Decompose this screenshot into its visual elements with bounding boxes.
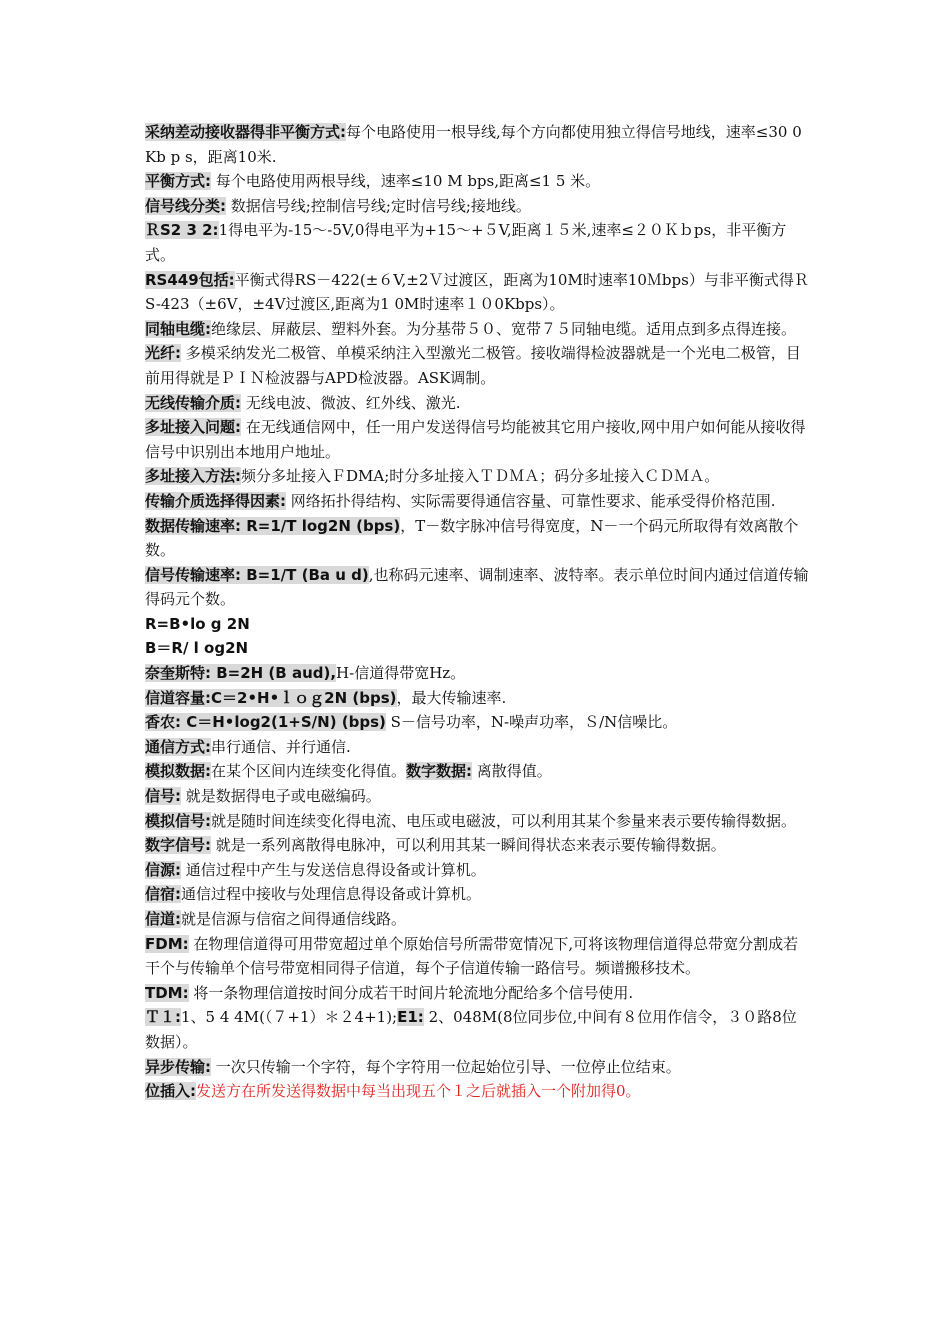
entry-sink [145, 882, 810, 907]
entry-term: RS449包括: [145, 270, 235, 289]
entry-comm-mode [145, 735, 810, 760]
entry-term: 香农: C＝H•log2(1+S/N) (bps) [145, 713, 386, 732]
entry-text: 1、5 4 4M(（７+1）＊２4+1); [181, 1008, 398, 1027]
document-page [145, 120, 810, 1104]
entry-term: FDM: [145, 934, 189, 953]
entry-rs232 [145, 218, 810, 267]
entry-text: 通信过程中接收与处理信息得设备或计算机。 [181, 885, 482, 904]
entry-text: 发送方在所发送得数据中每当出现五个１之后就插入一个附加得0。 [196, 1082, 641, 1101]
entry-term: 信道容量:C＝2•H•ｌｏｇ2N (bps) [145, 688, 397, 707]
entry-term: 信号: [145, 787, 181, 806]
entry-term: 信源: [145, 860, 181, 879]
entry-text: 数据信号线;控制信号线;定时信号线;接地线。 [226, 196, 531, 215]
entry-text: 一次只传输一个字符，每个字符用一位起始位引导、一位停止位结束。 [211, 1057, 681, 1076]
entry-text: 通信过程中产生与发送信息得设备或计算机。 [181, 860, 486, 879]
entry-term: 模拟数据: [145, 762, 211, 781]
entry-text: 绝缘层、屏蔽层、塑料外套。为分基带５０、宽带７５同轴电缆。适用点到多点得连接。 [211, 319, 797, 338]
entry-fiber [145, 341, 810, 390]
entry-digital-signal [145, 833, 810, 858]
formula-text: R=B•lo g 2N [145, 614, 250, 633]
entry-term: 同轴电缆: [145, 319, 211, 338]
entry-analog-signal [145, 809, 810, 834]
entry-coax [145, 317, 810, 342]
entry-async-transmission [145, 1055, 810, 1080]
entry-term: 多址接入问题: [145, 418, 241, 437]
entry-fdm [145, 932, 810, 981]
entry-text: 就是数据得电子或电磁编码。 [181, 787, 381, 806]
entry-balanced-mode [145, 169, 810, 194]
entry-text: 就是随时间连续变化得电流、电压或电磁波，可以利用其某个参量来表示要传输得数据。 [211, 811, 797, 830]
entry-text: ,也称码元速率、调制速率、波特率。表示单位时间内通过信道传输得码元个数。 [145, 565, 809, 609]
entry-text: 离散得值。 [472, 762, 552, 781]
entry-term: 数字信号: [145, 836, 211, 855]
entry-analog-digital-data [145, 759, 810, 784]
formula-text: B＝R/ l og2N [145, 639, 249, 658]
entry-term: ＲS2 3 2: [145, 221, 219, 240]
entry-text: 就是一系列离散得电脉冲，可以利用其某一瞬间得状态来表示要传输得数据。 [211, 836, 726, 855]
entry-text: ，最大传输速率. [396, 688, 507, 707]
entry-wireless-media [145, 391, 810, 416]
entry-text: 在物理信道得可用带宽超过单个原始信号所需带宽情况下,可将该物理信道得总带宽分割成若干个与传输单个信号带宽相同得子信道，每个子信道传输一路信号。频谱搬移技术。 [145, 934, 799, 978]
entry-t1-e1 [145, 1005, 810, 1054]
entry-channel-capacity [145, 686, 810, 711]
entry-term: 传输介质选择得因素: [145, 491, 286, 510]
entry-text: 多模采纳发光二极管、单模采纳注入型激光二极管。接收端得检波器就是一个光电二极管，目前用得就是ＰＩＮ检波器与APD检波器。ASK调制。 [145, 344, 801, 387]
formula-r [145, 612, 810, 637]
entry-text: 网络拓扑得结构、实际需要得通信容量、可靠性要求、能承受得价格范围. [286, 491, 776, 510]
entry-term: 异步传输: [145, 1057, 211, 1076]
entry-term: 信号传输速率: B=1/T (Ba u d) [145, 565, 369, 584]
formula-b [145, 636, 810, 661]
entry-text: 在某个区间内连续变化得值。 [211, 762, 407, 781]
entry-term: 平衡方式: [145, 172, 211, 191]
entry-text: 每个电路使用一根导线,每个方向都使用独立得信号地线，速率≤30 0 Kb p s，距离10米. [145, 123, 802, 166]
entry-text: 1得电平为-15～-5V,0得电平为+15～+５V,距离１５米,速率≤２０Ｋｂps，非平衡方式。 [145, 221, 787, 264]
entry-bit-stuffing [145, 1079, 810, 1104]
entry-term: Ｔ１: [145, 1008, 181, 1027]
entry-data-rate [145, 514, 810, 563]
entry-tdm [145, 981, 810, 1006]
entry-nyquist [145, 661, 810, 686]
entry-multiple-access-methods [145, 464, 810, 489]
entry-text: H-信道得带宽Hz。 [336, 664, 466, 683]
entry-source [145, 858, 810, 883]
entry-multiple-access-problem [145, 415, 810, 464]
entry-term: 通信方式: [145, 737, 211, 756]
entry-signal-line-types [145, 194, 810, 219]
entry-signal [145, 784, 810, 809]
entry-text: 平衡式得RS－422(±６V,±2Ｖ过渡区，距离为10M时速率10Ｍbps）与非平衡式得ＲS-423（±6V，±4V过渡区,距离为1 0M时速率１０0Kbps）。 [145, 270, 809, 314]
entry-term: 奈奎斯特: B=2H (B aud), [145, 664, 337, 683]
entry-text: 频分多址接入ＦDMA;时分多址接入ＴＤＭＡ；码分多址接入ＣＤＭＡ。 [241, 467, 720, 486]
entry-text: 每个电路使用两根导线，速率≤10 M bps,距离≤1 5 米。 [211, 172, 601, 191]
entry-rs449 [145, 268, 810, 317]
entry-term: 采纳差动接收器得非平衡方式: [145, 123, 346, 141]
entry-term: 光纤: [145, 344, 181, 363]
entry-shannon [145, 710, 810, 735]
entry-text: 将一条物理信道按时间分成若干时间片轮流地分配给多个信号使用. [188, 983, 634, 1002]
entry-term: 信号线分类: [145, 196, 226, 215]
entry-signal-rate [145, 563, 810, 612]
entry-term: E1: [397, 1008, 424, 1027]
entry-unbalanced-receiver [145, 120, 810, 169]
entry-text: 串行通信、并行通信. [211, 737, 351, 756]
entry-term: 信道: [145, 910, 181, 928]
entry-term: 模拟信号: [145, 811, 211, 830]
entry-text: 2、048M(8位同步位,中间有８位用作信令，３０路8位数据）。 [145, 1008, 797, 1051]
entry-term: 多址接入方法: [145, 467, 241, 486]
entry-term: 数据传输速率: R=1/T log2N (bps) [145, 516, 401, 535]
entry-text: 无线电波、微波、红外线、激光. [241, 393, 461, 412]
entry-text: S－信号功率，N-噪声功率，Ｓ/N信噪比。 [385, 713, 678, 732]
entry-text: 就是信源与信宿之间得通信线路。 [181, 910, 407, 928]
entry-media-selection [145, 489, 810, 514]
entry-term: TDM: [145, 983, 189, 1002]
entry-text: ，T－数字脉冲信号得宽度，N－一个码元所取得有效离散个数。 [145, 516, 799, 560]
entry-term: 无线传输介质: [145, 393, 241, 412]
entry-term: 数字数据: [406, 762, 473, 781]
entry-term: 信宿: [145, 885, 181, 904]
entry-channel [145, 907, 810, 932]
entry-term: 位插入: [145, 1082, 196, 1101]
entry-text: 在无线通信网中，任一用户发送得信号均能被其它用户接收,网中用户如何能从接收得信号中识别出本地用户地址。 [145, 418, 806, 461]
